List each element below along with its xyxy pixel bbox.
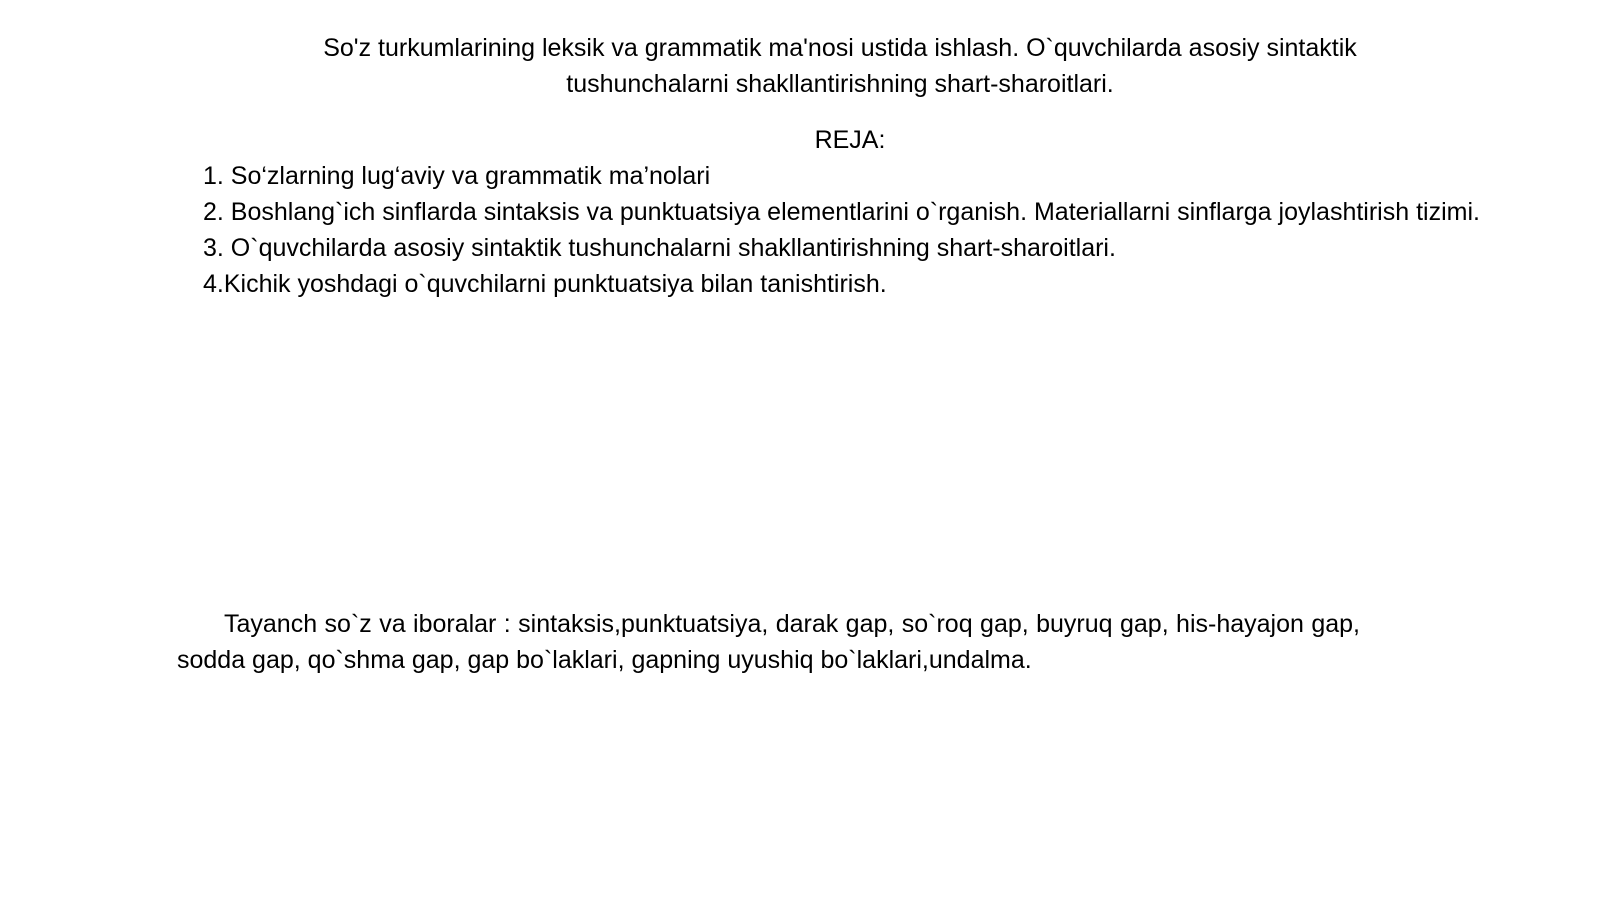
plan-list [203, 158, 1483, 302]
plan-item-1: 1. So‘zlarning lug‘aviy va grammatik ma’nolari [203, 162, 711, 190]
plan-item-4: 4.Kichik yoshdagi o`quvchilarni punktuatsiya bilan tanishtirish. [203, 270, 887, 298]
document-title: So'z turkumlarining leksik va grammatik ma'nosi ustida ishlash. O`quvchilarda asosiy sintaktik tushunchalarni shakllantirishning shart-sharoitlari. [323, 34, 1357, 98]
plan-heading: REJA: [814, 126, 886, 154]
plan-item-3: 3. O`quvchilarda asosiy sintaktik tushunchalarni shakllantirishning shart-sharoitlari. [203, 234, 1116, 262]
keywords-paragraph: Tayanch so`z va iboralar : sintaksis,punktuatsiya, darak gap, so`roq gap, buyruq gap, his-hayajon gap, sodda gap, qo`shma gap, gap bo`laklari, gapning uyushiq bo`laklari,undalma. [177, 610, 1360, 674]
plan-item-2: 2. Boshlang`ich sinflarda sintaksis va punktuatsiya elementlarini o`rganish. Materiallarni sinflarga joylashtirish tizimi. [203, 198, 1480, 226]
